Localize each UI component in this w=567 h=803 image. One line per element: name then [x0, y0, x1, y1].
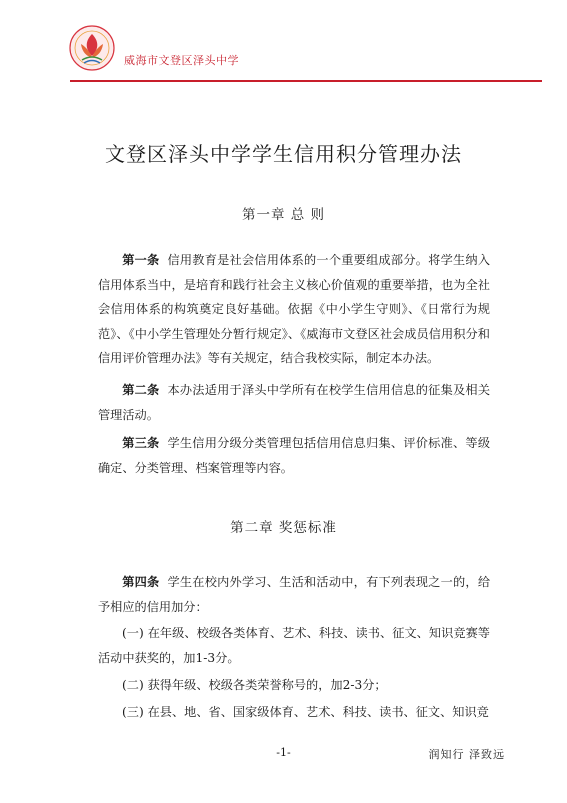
- list-item: [98, 673, 490, 698]
- list-item: [98, 700, 490, 725]
- school-logo-icon: [68, 24, 116, 72]
- article-3-label: 第三条: [122, 436, 160, 450]
- article-2-label: 第二条: [122, 383, 160, 397]
- chapter-1-heading: 第一章 总 则: [241, 207, 326, 223]
- article-1-label: 第一条: [122, 253, 160, 267]
- school-name: 威海市文登区泽头中学: [124, 54, 239, 67]
- article-4-text: 学生在校内外学习、生活和活动中，有下列表现之一的，给予相应的信用加分：: [98, 575, 491, 614]
- item-2-text: (二) 获得年级、校级各类荣誉称号的，加2-3分；: [122, 678, 387, 692]
- chapter-2-heading: 第二章 奖惩标准: [230, 520, 337, 536]
- document-title: 文登区泽头中学学生信用积分管理办法: [105, 142, 462, 166]
- list-item: [98, 621, 490, 670]
- page-header: [40, 22, 530, 84]
- article-3-text: 学生信用分级分类管理包括信用信息归集、评价标准、等级确定、分类管理、档案管理等内容。: [98, 436, 491, 475]
- article-2: [98, 378, 490, 427]
- article-2-text: 本办法适用于泽头中学所有在校学生信用信息的征集及相关管理活动。: [98, 383, 491, 422]
- footer-motto: 润知行 泽致远: [428, 748, 505, 761]
- item-3-text: (三) 在县、地、省、国家级体育、艺术、科技、读书、征文、知识竞: [122, 705, 489, 719]
- page-number: -1-: [276, 746, 291, 759]
- article-4: [98, 570, 490, 619]
- header-divider: [70, 80, 542, 82]
- item-1-text: (一) 在年级、校级各类体育、艺术、科技、读书、征文、知识竞赛等活动中获奖的，加1-3分。: [98, 626, 490, 665]
- article-1: [98, 248, 490, 371]
- article-3: [98, 431, 490, 480]
- article-4-label: 第四条: [122, 575, 160, 589]
- article-1-text: 信用教育是社会信用体系的一个重要组成部分。将学生纳入信用体系当中，是培育和践行社会主义核心价值观的重要举措，也为全社会信用体系的构筑奠定良好基础。依据《中小学生守则》、《日常行为规范》、《中小学生管理处分暂行规定》、《威海市文登区社会成员信用积分和信用评价管理办法》等有关规定，结合我校实际，制定本办法。: [98, 253, 491, 365]
